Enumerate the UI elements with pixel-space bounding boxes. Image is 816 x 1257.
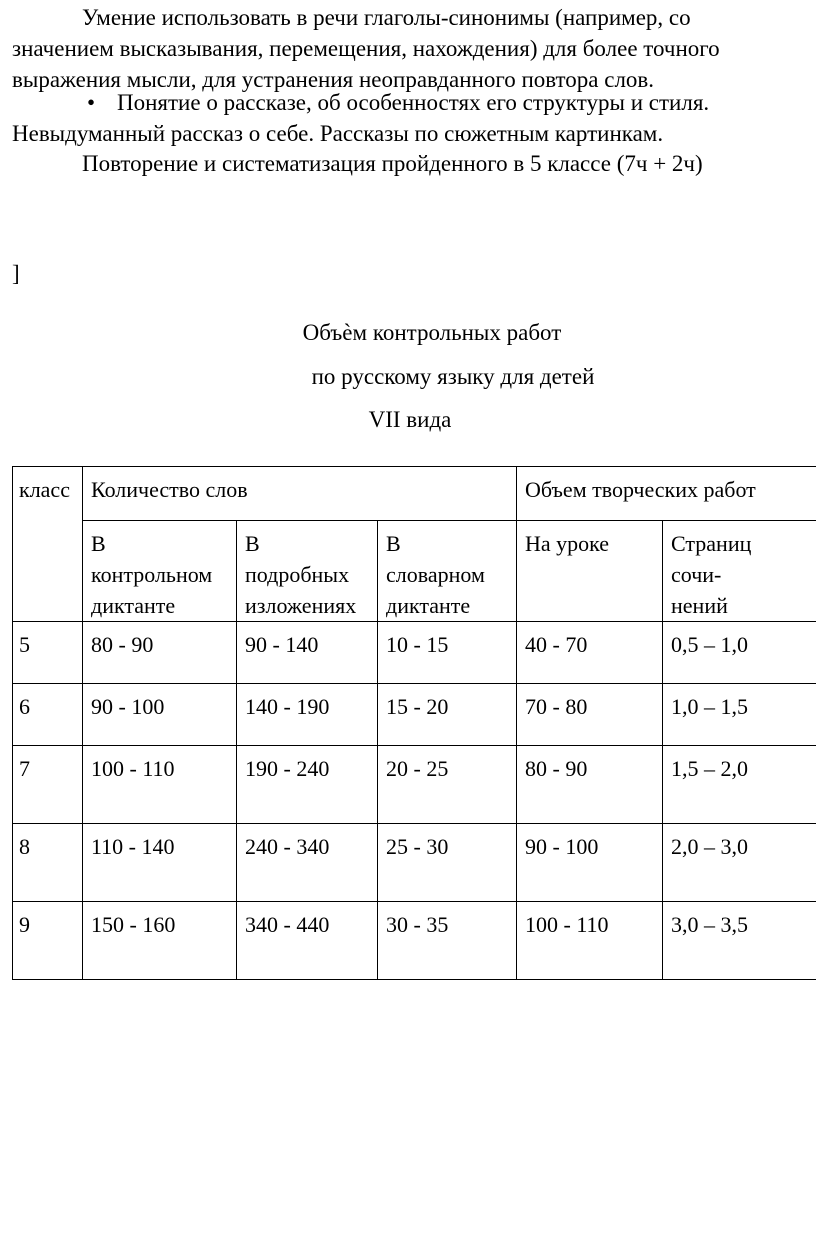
subheader-dictation-label: В контрольном диктанте	[91, 531, 213, 618]
subheader-essay-pages-label: Страниц сочи- нений	[671, 531, 752, 618]
subheader-essay-pages	[663, 521, 816, 622]
cell-vocab: 30 - 35	[378, 902, 517, 980]
cell-exposition: 140 - 190	[237, 684, 378, 746]
bullet-icon: •	[87, 90, 96, 115]
cell-exposition: 240 - 340	[237, 824, 378, 902]
intro-line-6: Повторение и систематизация пройденного в 5 классе (7ч + 2ч)	[82, 151, 703, 176]
subheader-exposition-label: В подробных изложениях	[245, 531, 357, 618]
cell-lesson: 90 - 100	[517, 824, 663, 902]
cell-grade: 5	[13, 622, 83, 684]
cell-dictation: 150 - 160	[83, 902, 237, 980]
cell-grade: 6	[13, 684, 83, 746]
cell-lesson: 100 - 110	[517, 902, 663, 980]
intro-line-5: Невыдуманный рассказ о себе. Рассказы по сюжетным картинкам.	[12, 121, 664, 146]
cell-dictation: 80 - 90	[83, 622, 237, 684]
stray-bracket: ]	[12, 261, 20, 286]
table-row	[13, 902, 816, 980]
bullet-text: Понятие о рассказе, об особенностях его структуры и стиля.	[117, 90, 710, 115]
cell-vocab: 15 - 20	[378, 684, 517, 746]
table-row	[13, 824, 816, 902]
table-title-line-3: VII вида	[368, 407, 452, 432]
cell-essay-pages: 3,0 – 3,5	[663, 902, 816, 980]
header-creative: Объем творческих работ	[517, 467, 816, 521]
cell-exposition: 90 - 140	[237, 622, 378, 684]
table-row	[13, 746, 816, 824]
table-subheader-row	[13, 521, 816, 622]
intro-line-3: выражения мысли, для устранения неоправданного повтора слов.	[12, 67, 655, 92]
cell-exposition: 340 - 440	[237, 902, 378, 980]
table-title-line-2: по русскому языку для детей	[311, 364, 595, 389]
volume-table	[12, 466, 816, 980]
table-header-row	[13, 467, 816, 521]
cell-dictation: 90 - 100	[83, 684, 237, 746]
subheader-lesson-label: На уроке	[525, 531, 610, 556]
cell-vocab: 10 - 15	[378, 622, 517, 684]
header-word-count: Количество слов	[83, 467, 517, 521]
cell-essay-pages: 1,5 – 2,0	[663, 746, 816, 824]
intro-line-2: значением высказывания, перемещения, нахождения) для более точного	[12, 36, 720, 61]
table-row	[13, 684, 816, 746]
subheader-lesson	[517, 521, 663, 622]
cell-exposition: 190 - 240	[237, 746, 378, 824]
cell-dictation: 100 - 110	[83, 746, 237, 824]
header-grade: класс	[13, 467, 83, 622]
cell-vocab: 20 - 25	[378, 746, 517, 824]
subheader-dictation	[83, 521, 237, 622]
cell-essay-pages: 2,0 – 3,0	[663, 824, 816, 902]
cell-essay-pages: 0,5 – 1,0	[663, 622, 816, 684]
cell-grade: 9	[13, 902, 83, 980]
cell-lesson: 40 - 70	[517, 622, 663, 684]
intro-line-1: Умение использовать в речи глаголы-синонимы (например, со	[82, 5, 691, 30]
cell-vocab: 25 - 30	[378, 824, 517, 902]
cell-grade: 8	[13, 824, 83, 902]
cell-grade: 7	[13, 746, 83, 824]
subheader-vocab	[378, 521, 517, 622]
cell-dictation: 110 - 140	[83, 824, 237, 902]
cell-essay-pages: 1,0 – 1,5	[663, 684, 816, 746]
table-title-line-1: Объѐм контрольных работ	[302, 320, 562, 345]
cell-lesson: 70 - 80	[517, 684, 663, 746]
subheader-vocab-label: В словарном диктанте	[386, 531, 485, 618]
table-row	[13, 622, 816, 684]
subheader-exposition	[237, 521, 378, 622]
cell-lesson: 80 - 90	[517, 746, 663, 824]
